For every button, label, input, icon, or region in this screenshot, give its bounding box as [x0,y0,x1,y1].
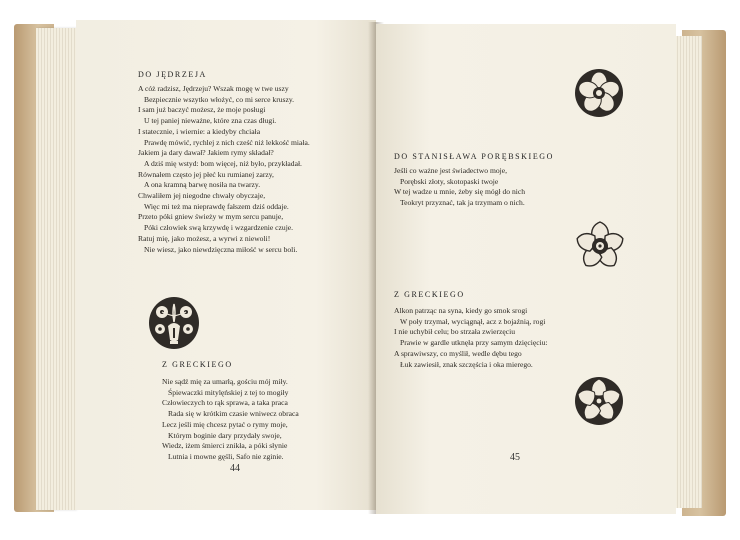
rosette-woodcut-icon [574,220,626,272]
verse-line: Póki człowiek swą krzywdę i wzgardzenie czuje. [144,223,294,233]
verse-line: Alkon patrząc na syna, kiedy go smok srogi [394,306,528,315]
verse-line: Prawie w gardle utknęła przy samym dzięcięciu: [400,338,548,348]
left-page [76,20,376,510]
poem-body [394,166,525,209]
verse-line: W poły trzymał, wyciągnął, acz z bojaźnią, rogi [400,316,546,326]
right-page [376,24,676,514]
poem-title: Z GRECKIEGO [394,290,465,299]
verse-line: Nie wiesz, jako niewdzięczna miłość w sercu boli. [144,244,298,254]
poem-body [138,84,310,255]
poem-title: DO JĘDRZEJA [138,70,207,79]
verse-line: Jakiem ja dary dawał? Jakiem rymy składał? [138,148,274,158]
page-edges-right [672,36,702,508]
verse-line: Rada się w krótkim czasie wniwecz obraca [168,409,299,419]
verse-line: Człowieczych to rąk sprawa, a taka praca [162,398,288,408]
poem-body [162,377,299,463]
verse-line: Równałem często jej płeć ku rumianej zarzy, [138,169,274,179]
verse-line: Nie sądź mię za umarłą, gościu mój miły. [162,377,288,386]
verse-line: Śpiewaczki mitylęńskiej z tej to mogiły [168,387,289,397]
verse-line: I statecznie, i wiernie: a kiedyby chciała [138,126,261,136]
poem-title: DO STANISŁAWA PORĘBSKIEGO [394,152,555,161]
verse-line: I nie uchybił celu; bo strzała zwierzęciu [394,327,516,337]
open-book [14,14,726,522]
page-number: 45 [510,452,520,463]
page-number: 44 [230,463,240,474]
rosette-woodcut-icon [574,376,624,426]
verse-line: W tej wadze u mnie, żeby się mógł do nich [394,187,526,197]
verse-line: Łuk zawiesił, znak szczęścia i oka mierego. [400,359,533,369]
page-edges-left [36,28,76,510]
verse-line: I sam już baczyć możesz, że moje posługi [138,105,266,115]
verse-line: Jeśli co ważne jest świadectwo moje, [394,166,508,175]
verse-line: Wiedz, iżem śmierci znikła, a póki słynie [162,441,288,451]
floral-vase-woodcut-icon [148,296,200,350]
poem-body [394,306,548,370]
verse-line: Lutnia i mowne gęśli, Safo nie zginie. [168,451,284,461]
verse-line: Chwaliłem jej niegodne chwały obyczaje, [138,191,266,201]
verse-line: Więc mi też ma nieprawdę fałszem dziś oddaje. [144,201,289,211]
verse-line: A dziś mię wstyd: bom więcej, niż było, przykładał. [144,158,302,168]
verse-line: Którym boginie dary przydały swoje, [168,430,282,440]
verse-line: Bezpiecznie wszytko włożyć, co mi serce kruszy. [144,94,295,104]
verse-line: U tej paniej nieważne, które zna czas długi. [144,116,277,126]
rosette-woodcut-icon [574,68,624,118]
verse-line: Lecz jeśli mię chcesz pytać o rymy moje, [162,419,288,429]
verse-line: Prawdę mówić, rychlej z nich cześć niż lekkość miała. [144,137,310,147]
verse-line: Ratuj mię, jako możesz, a wyrwi z niewoli! [138,233,271,243]
verse-line: Teokryt przyznać, tak ja trzymam o nich. [400,198,525,208]
verse-line: A ona kramną barwę nosiła na twarzy. [144,180,261,190]
verse-line: Porębski złoty, skotopaski twoje [400,176,499,186]
verse-line: A cóż radzisz, Jędrzeju? Wszak mogę w twe uszy [138,84,289,93]
verse-line: A sprawiwszy, co myślił, wedle dębu tego [394,348,522,358]
verse-line: Przeto póki gniew świeży w mym sercu panuje, [138,212,284,222]
poem-title: Z GRECKIEGO [162,360,233,369]
